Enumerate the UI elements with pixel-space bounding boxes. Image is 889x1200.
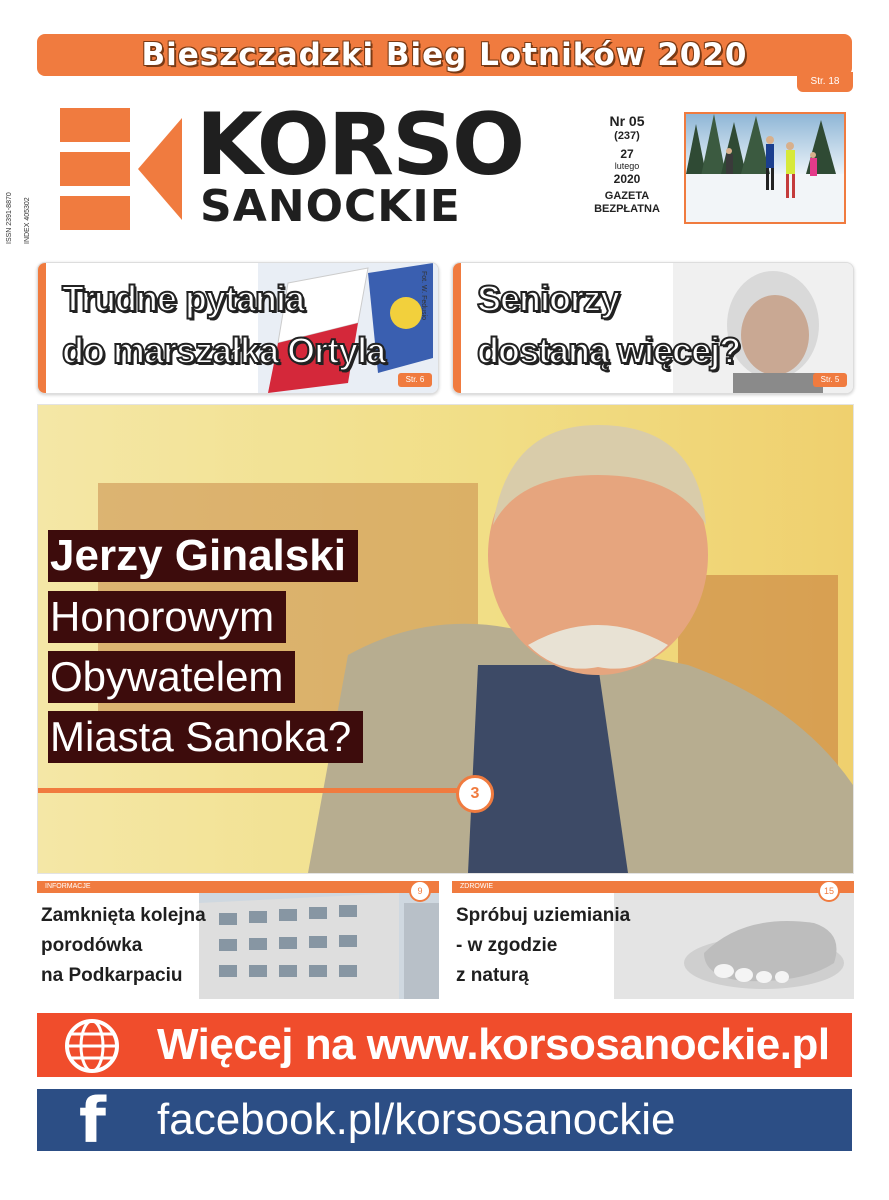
teaser-headline [62, 273, 422, 377]
logo-icon [60, 108, 182, 230]
teaser-headline-line2: do marszałka Ortyla [62, 330, 386, 371]
teaser-page-ref: Str. 5 [813, 373, 847, 387]
news-grounding[interactable] [452, 881, 854, 999]
news-headline-line3: z naturą [456, 965, 529, 986]
paper-type-1: GAZETA [604, 190, 650, 202]
index-code: INDEX 405302 [24, 197, 31, 244]
news-headline-line1: Zamknięta kolejna [41, 905, 206, 926]
issue-month: lutego [614, 161, 640, 171]
news-maternity[interactable] [37, 881, 439, 999]
news-page-number: 9 [409, 881, 431, 902]
photo-credit: Fot. W. Fedusio [420, 271, 427, 321]
feature-name: Jerzy Ginalski [48, 530, 358, 582]
feature-line3: Miasta Sanoka? [48, 711, 363, 763]
teaser-page-ref: Str. 6 [398, 373, 432, 387]
teaser-seniors[interactable] [452, 262, 854, 394]
news-headline-line1: Spróbuj uziemiania [456, 905, 631, 926]
teaser-headline-line1: Seniorzy [477, 278, 620, 319]
issue-year: 2020 [613, 172, 641, 186]
side-codes [2, 104, 48, 244]
top-banner-title: Bieszczadzki Bieg Lotników 2020 [141, 37, 748, 73]
teaser-headline-line2: dostaną więcej? [477, 330, 741, 371]
globe-icon [65, 1019, 119, 1073]
skiers-illustration [686, 114, 844, 222]
feature-divider [38, 788, 458, 793]
website-link-bar[interactable] [37, 1013, 852, 1077]
news-headline-line3: na Podkarpaciu [41, 965, 183, 986]
issue-info [584, 113, 670, 233]
news-category: ZDROWIE [452, 881, 854, 893]
brand-name: KORSO [196, 95, 524, 195]
facebook-icon: f [79, 1084, 106, 1157]
news-page-number: 15 [818, 881, 840, 902]
issue-day: 27 [620, 147, 634, 161]
teaser-headline [477, 273, 837, 377]
top-banner-page-ref: Str. 18 [797, 72, 853, 92]
facebook-link-bar[interactable] [37, 1084, 852, 1157]
news-category: INFORMACJE [37, 881, 439, 893]
header-photo-skiers[interactable] [684, 112, 846, 224]
paper-type-2: BEZPŁATNA [594, 203, 660, 215]
teaser-accent-bar [38, 263, 46, 393]
issn-code: ISSN 2391-8870 [6, 192, 13, 244]
teaser-headline-line1: Trudne pytania [62, 278, 305, 319]
issue-number: Nr 05 [609, 113, 645, 129]
website-link-text[interactable]: Więcej na www.korsosanockie.pl [157, 1020, 830, 1069]
main-feature[interactable] [37, 404, 854, 874]
teaser-marshal[interactable] [37, 262, 439, 394]
feature-line1: Honorowym [48, 591, 286, 643]
feature-page-number: 3 [456, 775, 494, 813]
teaser-accent-bar [453, 263, 461, 393]
feature-line2: Obywatelem [48, 651, 295, 703]
news-headline [41, 901, 261, 991]
top-banner[interactable] [37, 34, 852, 76]
issue-total: (237) [614, 130, 640, 142]
news-headline-line2: porodówka [41, 935, 143, 956]
news-headline [456, 901, 676, 991]
facebook-link-text[interactable]: facebook.pl/korsosanockie [157, 1095, 676, 1144]
brand-subname: SANOCKIE [200, 181, 461, 232]
news-headline-line2: - w zgodzie [456, 935, 558, 956]
